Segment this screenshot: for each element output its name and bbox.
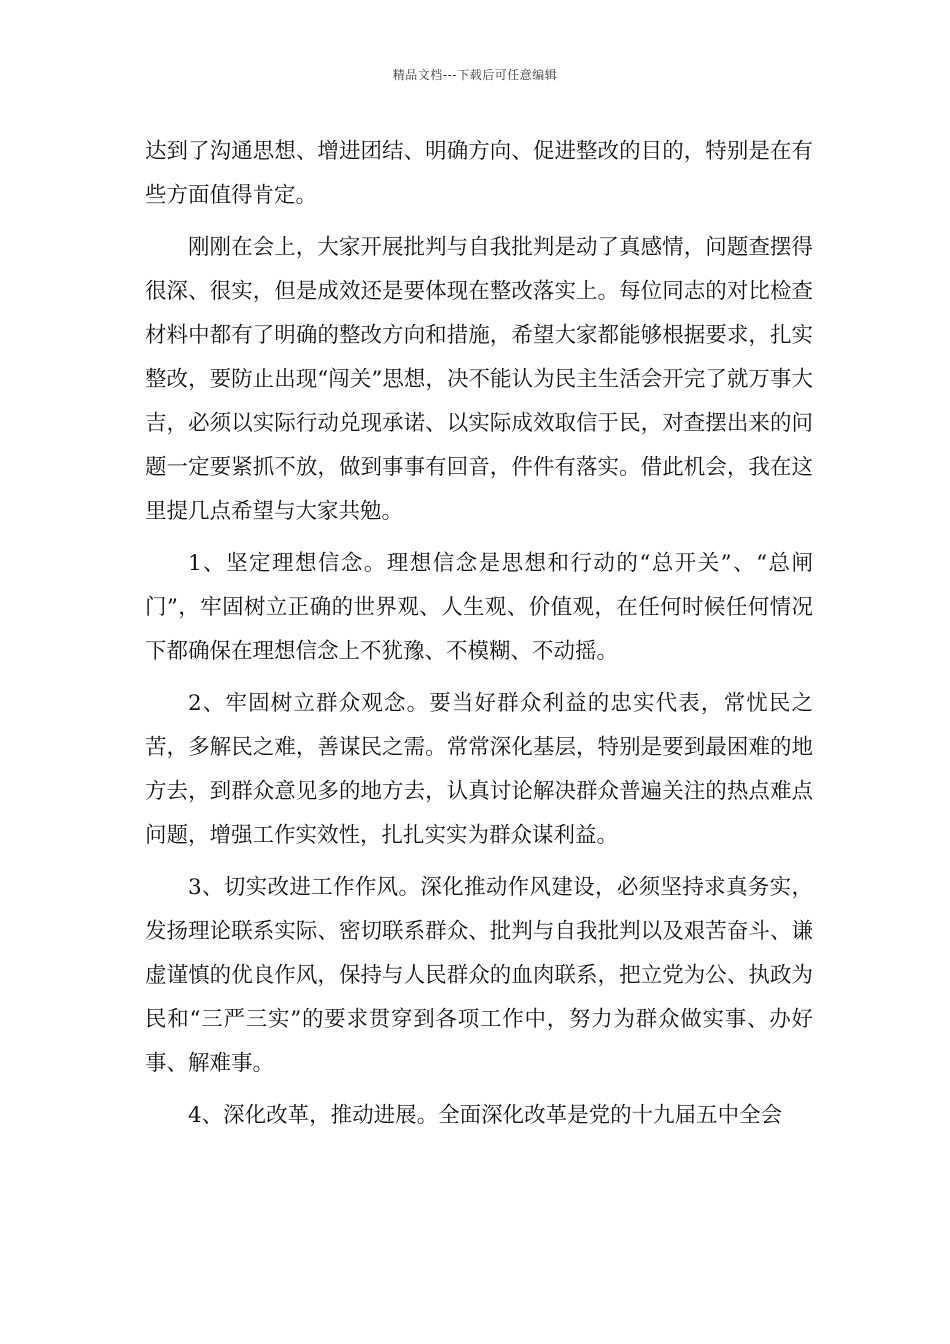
paragraph-point-1: 1、坚定理想信念。理想信念是思想和行动的“总开关”、“总闸门”，牢固树立正确的世界观、人生观、价值观，在任何时候任何情况下都确保在理想信念上不犹豫、不模糊、不动摇。 bbox=[145, 551, 813, 664]
page-header: 精品文档---下载后可任意编辑 bbox=[392, 68, 558, 82]
document-body bbox=[145, 130, 813, 1146]
paragraph-point-4: 4、深化改革，推动进展。全面深化改革是党的十九届五中全会 bbox=[188, 1103, 783, 1128]
paragraph-point-3: 3、切实改进工作作风。深化推动作风建设，必须坚持求真务实，发扬理论联系实际、密切联系群众、批判与自我批判以及艰苦奋斗、谦虚谨慎的优良作风，保持与人民群众的血肉联系，把立党为公、执政为民和“三严三实”的要求贯穿到各项工作中，努力为群众做实事、办好事、解难事。 bbox=[145, 875, 813, 1076]
paragraph-point-2: 2、牢固树立群众观念。要当好群众利益的忠实代表，常忧民之苦，多解民之难，善谋民之需。常常深化基层，特别是要到最困难的地方去，到群众意见多的地方去，认真讨论解决群众普遍关注的热点难点问题，增强工作实效性，扎扎实实为群众谋利益。 bbox=[145, 691, 813, 848]
paragraph-continuation: 达到了沟通思想、增进团结、明确方向、促进整改的目的，特别是在有些方面值得肯定。 bbox=[145, 139, 813, 208]
paragraph-criticism: 刚刚在会上，大家开展批判与自我批判是动了真感情，问题查摆得很深、很实，但是成效还是要体现在整改落实上。每位同志的对比检查材料中都有了明确的整改方向和措施，希望大家都能够根据要求，扎实整改，要防止出现“闯关”思想，决不能认为民主生活会开完了就万事大吉，必须以实际行动兑现承诺、以实际成效取信于民，对查摆出来的问题一定要紧抓不放，做到事事有回音，件件有落实。借此机会，我在这里提几点希望与大家共勉。 bbox=[145, 235, 813, 524]
